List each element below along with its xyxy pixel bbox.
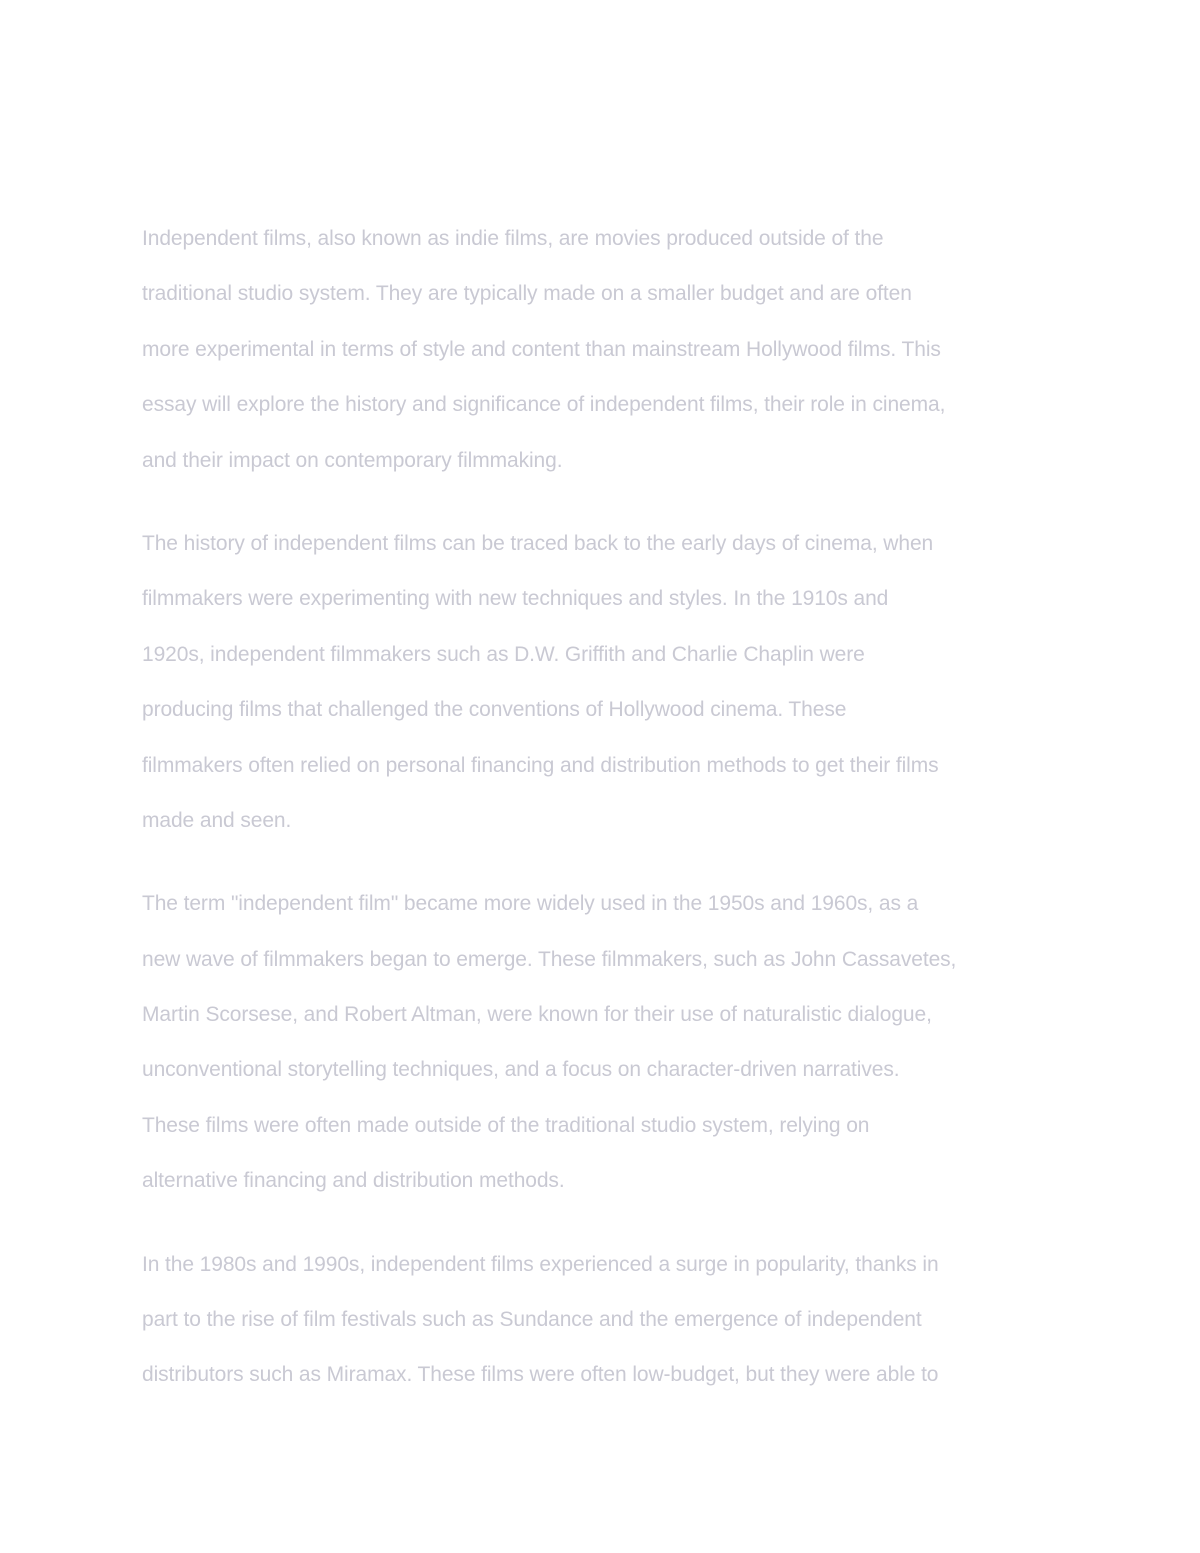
text-line: traditional studio system. They are typically made on a smaller budget and are often: [142, 282, 912, 306]
text-line: new wave of filmmakers began to emerge. These filmmakers, such as John Cassavetes,: [142, 947, 957, 971]
text-line: essay will explore the history and significance of independent films, their role in cinema,: [142, 393, 946, 417]
paragraph-2: [142, 516, 1077, 848]
text-line: alternative financing and distribution methods.: [142, 1169, 565, 1193]
text-line: distributors such as Miramax. These films were often low-budget, but they were able to: [142, 1363, 939, 1387]
essay-body: [142, 211, 1077, 1431]
text-line: made and seen.: [142, 808, 292, 832]
text-line: Martin Scorsese, and Robert Altman, were known for their use of naturalistic dialogue,: [142, 1003, 932, 1027]
text-line: These films were often made outside of the traditional studio system, relying on: [142, 1113, 870, 1137]
paragraph-1: [142, 211, 1077, 488]
text-line: 1920s, independent filmmakers such as D.W. Griffith and Charlie Chaplin were: [142, 642, 865, 666]
text-line: and their impact on contemporary filmmaking.: [142, 448, 563, 472]
text-line: filmmakers were experimenting with new techniques and styles. In the 1910s and: [142, 587, 889, 611]
text-line: unconventional storytelling techniques, and a focus on character-driven narratives.: [142, 1058, 900, 1082]
text-line: The history of independent films can be traced back to the early days of cinema, when: [142, 531, 934, 555]
text-line: In the 1980s and 1990s, independent films experienced a surge in popularity, thanks in: [142, 1252, 939, 1276]
text-line: Independent films, also known as indie films, are movies produced outside of the: [142, 227, 884, 250]
paragraph-3: [142, 876, 1077, 1208]
paragraph-4: [142, 1237, 1077, 1403]
text-line: part to the rise of film festivals such as Sundance and the emergence of independent: [142, 1308, 922, 1332]
text-line: filmmakers often relied on personal financing and distribution methods to get their films: [142, 753, 939, 777]
text-line: The term "independent film" became more widely used in the 1950s and 1960s, as a: [142, 892, 919, 916]
text-line: more experimental in terms of style and content than mainstream Hollywood films. This: [142, 337, 941, 361]
text-line: producing films that challenged the conventions of Hollywood cinema. These: [142, 698, 847, 722]
